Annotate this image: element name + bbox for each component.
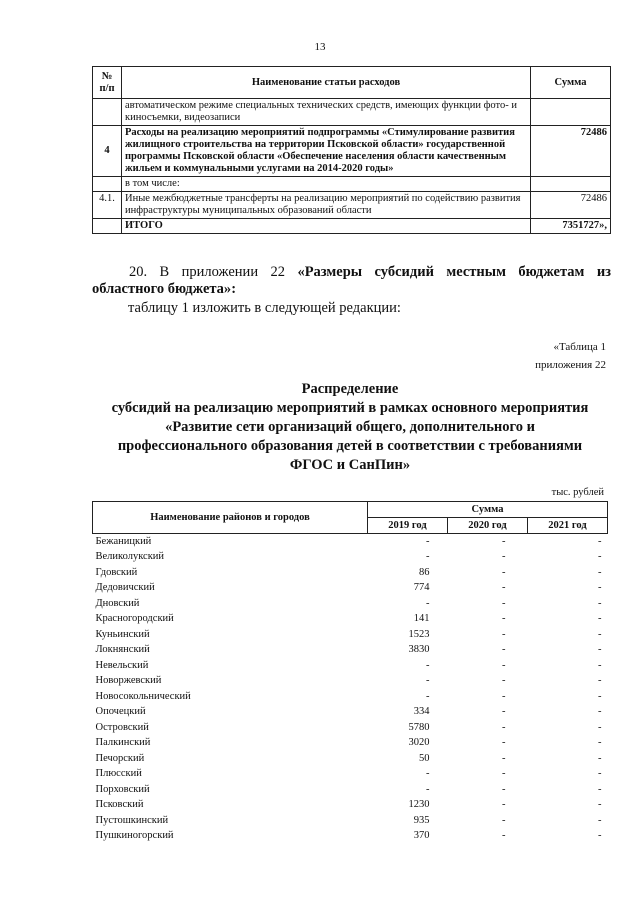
table-row bbox=[93, 99, 611, 126]
value-2021: - bbox=[598, 706, 602, 718]
value-2019: - bbox=[426, 675, 430, 687]
district-name: Новосокольнический bbox=[95, 690, 191, 702]
table-row bbox=[93, 642, 608, 658]
row-no bbox=[93, 177, 122, 192]
district-name: Печорский bbox=[95, 752, 145, 764]
district-name: Новоржевский bbox=[95, 675, 162, 687]
table-row bbox=[93, 813, 608, 829]
district-name: Пушкиногорский bbox=[95, 830, 174, 842]
district-name: Палкинский bbox=[95, 737, 151, 749]
row-name: Расходы на реализацию мероприятий подпрограммы «Стимулирование развития жилищного строительства на территории Псковской области» государственной программы Псковской области «Обеспечение населения области качественным жильем и коммунальными услугами на 2014-2020 годы» bbox=[122, 126, 531, 177]
district-name: Красногородский bbox=[95, 613, 174, 625]
title-line: профессионального образования детей в соответствии с требованиями bbox=[117, 438, 583, 454]
row-no: 4.1. bbox=[93, 192, 122, 219]
value-2020: - bbox=[502, 752, 506, 764]
value-2019: 86 bbox=[419, 566, 430, 578]
district-name: Локнянский bbox=[95, 644, 150, 656]
table-row bbox=[93, 192, 611, 219]
value-2020: - bbox=[502, 768, 506, 780]
district-name: Опочецкий bbox=[95, 706, 146, 718]
title-line: Распределение bbox=[301, 381, 399, 397]
value-2021: - bbox=[598, 737, 602, 749]
value-2019: 3020 bbox=[408, 737, 430, 749]
table-row bbox=[93, 689, 608, 705]
value-2019: 141 bbox=[413, 613, 430, 625]
value-2020: - bbox=[502, 830, 506, 842]
distribution-body bbox=[93, 534, 608, 844]
value-2020: - bbox=[502, 721, 506, 733]
value-2021: - bbox=[598, 783, 602, 795]
value-2019: - bbox=[426, 783, 430, 795]
value-2019: 1230 bbox=[408, 799, 430, 811]
value-2021: - bbox=[598, 752, 602, 764]
value-2019: 3830 bbox=[408, 644, 430, 656]
distribution-title bbox=[60, 380, 640, 475]
paragraph-instruction: таблицу 1 изложить в следующей редакции: bbox=[128, 300, 401, 316]
row-name: ИТОГО bbox=[122, 219, 531, 234]
row-no: 4 bbox=[93, 126, 122, 177]
title-line: «Развитие сети организаций общего, дополнительного и bbox=[165, 419, 535, 435]
value-2019: - bbox=[426, 690, 430, 702]
value-2020: - bbox=[502, 799, 506, 811]
value-2021: - bbox=[598, 536, 602, 547]
value-2019: 1523 bbox=[408, 628, 430, 640]
table-row bbox=[93, 580, 608, 596]
row-sum: 72486 bbox=[531, 192, 611, 219]
row-sum bbox=[531, 99, 611, 126]
district-name: Плюсский bbox=[95, 768, 142, 780]
value-2021: - bbox=[598, 644, 602, 656]
district-name: Островский bbox=[95, 721, 149, 733]
value-2019: - bbox=[426, 551, 430, 563]
value-2020: - bbox=[502, 783, 506, 795]
value-2021: - bbox=[598, 597, 602, 609]
value-2019: 774 bbox=[413, 582, 430, 594]
value-2019: - bbox=[426, 659, 430, 671]
table-row bbox=[93, 534, 608, 550]
value-2021: - bbox=[598, 721, 602, 733]
value-2020: - bbox=[502, 551, 506, 563]
title-line: ФГОС и СанПин» bbox=[289, 457, 411, 473]
title-line: субсидий на реализацию мероприятий в рамках основного мероприятия bbox=[111, 400, 589, 416]
header-district-name: Наименование районов и городов bbox=[93, 502, 368, 534]
table-row bbox=[93, 627, 608, 643]
district-name: Порховский bbox=[95, 783, 150, 795]
header-year-2020: 2020 год bbox=[448, 518, 528, 534]
paragraph-20 bbox=[92, 264, 611, 298]
district-name: Гдовский bbox=[95, 566, 138, 578]
table-row bbox=[93, 611, 608, 627]
table-row bbox=[93, 177, 611, 192]
value-2020: - bbox=[502, 597, 506, 609]
district-name: Куньинский bbox=[95, 628, 150, 640]
value-2019: 935 bbox=[413, 814, 430, 826]
value-2020: - bbox=[502, 644, 506, 656]
table-row bbox=[93, 782, 608, 798]
value-2019: 334 bbox=[413, 706, 430, 718]
header-name: Наименование статьи расходов bbox=[122, 67, 531, 99]
value-2020: - bbox=[502, 628, 506, 640]
expense-table-header bbox=[93, 67, 611, 99]
value-2019: 5780 bbox=[408, 721, 430, 733]
row-no bbox=[93, 219, 122, 234]
table-row bbox=[93, 797, 608, 813]
value-2021: - bbox=[598, 551, 602, 563]
value-2020: - bbox=[502, 566, 506, 578]
value-2020: - bbox=[502, 582, 506, 594]
value-2020: - bbox=[502, 690, 506, 702]
row-sum: 72486 bbox=[531, 126, 611, 177]
value-2021: - bbox=[598, 613, 602, 625]
table-row bbox=[93, 751, 608, 767]
row-sum bbox=[531, 177, 611, 192]
value-2020: - bbox=[502, 659, 506, 671]
table-row bbox=[93, 766, 608, 782]
value-2021: - bbox=[598, 768, 602, 780]
paragraph-20-tail: : bbox=[231, 281, 237, 297]
table-row bbox=[93, 126, 611, 177]
expense-table bbox=[92, 66, 611, 234]
value-2021: - bbox=[598, 799, 602, 811]
dist-header-row bbox=[93, 502, 608, 518]
district-name: Дновский bbox=[95, 597, 140, 609]
value-2019: - bbox=[426, 536, 430, 547]
value-2021: - bbox=[598, 675, 602, 687]
table-row bbox=[93, 828, 608, 844]
table-row bbox=[93, 673, 608, 689]
table-row bbox=[93, 658, 608, 674]
row-sum: 7351727», bbox=[531, 219, 611, 234]
district-name: Бежаницкий bbox=[95, 536, 152, 547]
value-2020: - bbox=[502, 737, 506, 749]
district-name: Великолукский bbox=[95, 551, 165, 563]
value-2019: 370 bbox=[413, 830, 430, 842]
table-row bbox=[93, 720, 608, 736]
row-name: Иные межбюджетные трансферты на реализацию мероприятий по содействию развития инфраструктуры муниципальных образований области bbox=[122, 192, 531, 219]
paragraph-20-plain: 20. В приложении 22 bbox=[129, 264, 298, 280]
table-row bbox=[93, 704, 608, 720]
value-2020: - bbox=[502, 706, 506, 718]
district-name: Пустошкинский bbox=[95, 814, 169, 826]
district-name: Дедовичский bbox=[95, 582, 155, 594]
table-row bbox=[93, 219, 611, 234]
distribution-table bbox=[92, 501, 608, 844]
units-label: тыс. рублей bbox=[551, 487, 604, 498]
table-row bbox=[93, 565, 608, 581]
table-row bbox=[93, 735, 608, 751]
value-2021: - bbox=[598, 830, 602, 842]
header-year-2019: 2019 год bbox=[368, 518, 448, 534]
header-sum: Сумма bbox=[531, 67, 611, 99]
value-2021: - bbox=[598, 582, 602, 594]
value-2019: - bbox=[426, 768, 430, 780]
table-reference bbox=[535, 338, 606, 374]
district-name: Псковский bbox=[95, 799, 144, 811]
value-2021: - bbox=[598, 628, 602, 640]
value-2019: - bbox=[426, 597, 430, 609]
row-name: в том числе: bbox=[122, 177, 531, 192]
table-row bbox=[93, 549, 608, 565]
value-2019: 50 bbox=[419, 752, 430, 764]
value-2020: - bbox=[502, 675, 506, 687]
table-ref-line1: «Таблица 1 bbox=[553, 341, 606, 353]
district-name: Невельский bbox=[95, 659, 149, 671]
page-number: 13 bbox=[314, 41, 326, 53]
header-year-2021: 2021 год bbox=[528, 518, 608, 534]
value-2021: - bbox=[598, 814, 602, 826]
row-name: автоматическом режиме специальных технических средств, имеющих функции фото- и киносъемки, видеозаписи bbox=[122, 99, 531, 126]
header-no: № п/п bbox=[93, 67, 122, 99]
table-row bbox=[93, 596, 608, 612]
value-2020: - bbox=[502, 814, 506, 826]
value-2021: - bbox=[598, 690, 602, 702]
value-2021: - bbox=[598, 659, 602, 671]
paragraph-20-bold: «Размеры субсидий местным бюджетам из областного бюджета» bbox=[92, 264, 612, 297]
value-2020: - bbox=[502, 536, 506, 547]
row-no bbox=[93, 99, 122, 126]
value-2021: - bbox=[598, 566, 602, 578]
value-2020: - bbox=[502, 613, 506, 625]
header-sum: Сумма bbox=[368, 502, 608, 518]
table-ref-line2: приложения 22 bbox=[535, 359, 606, 371]
